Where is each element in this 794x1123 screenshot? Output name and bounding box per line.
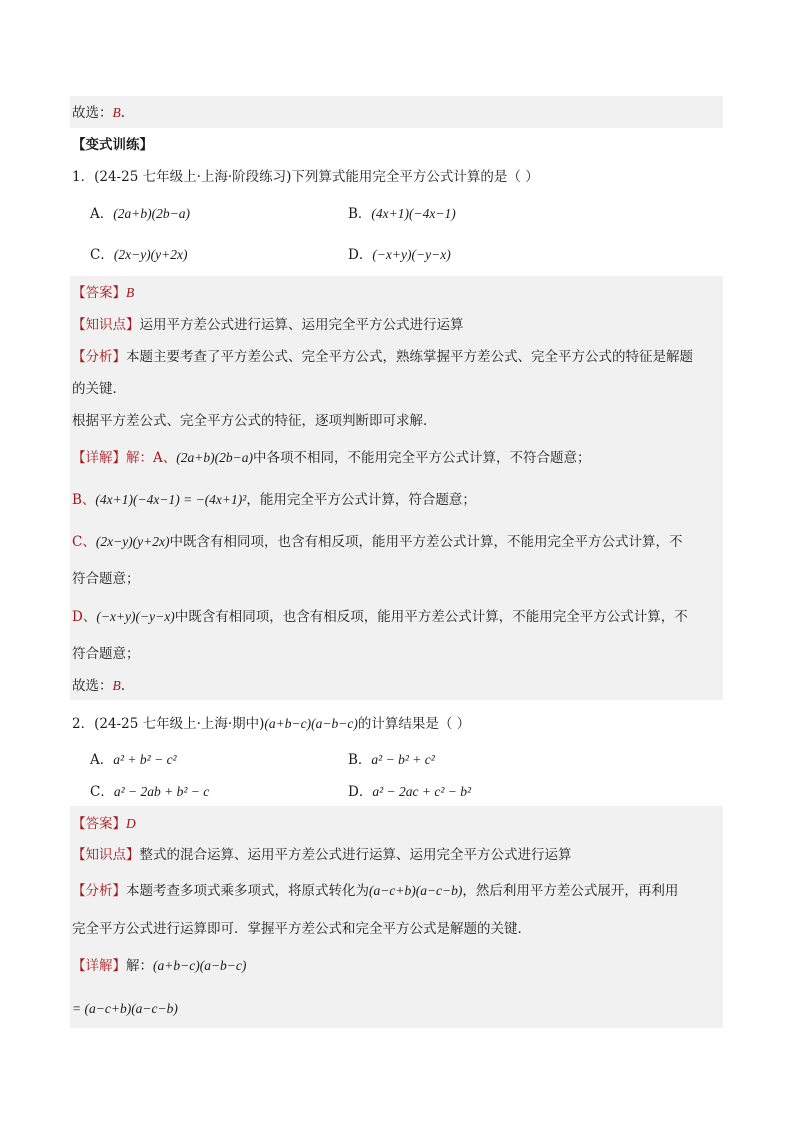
q2-analysis: 【分析】本题考查多项式乘多项式，将原式转化为(a−c+b)(a−c−b)，然后利用平方差公式展开，再利用 — [72, 883, 679, 899]
q1-detail-a: 【详解】解：A、(2a+b)(2b−a)中各项不相同，不能用完全平方公式计算，不符合题意； — [72, 450, 591, 466]
q1-stem: 1．(24-25 七年级上·上海·阶段练习)下列算式能用完全平方公式计算的是（ ） — [72, 169, 539, 185]
q2-step-1: = (a−c+b)(a−c−b) — [72, 1001, 178, 1016]
q1-answer: 【答案】B — [72, 285, 135, 301]
q1-detail-b: B、(4x+1)(−4x−1) = −(4x+1)²，能用完全平方公式计算，符合题意； — [72, 492, 476, 508]
q1-option-a: A．(2a+b)(2b−a) — [90, 206, 190, 222]
q1-analysis: 【分析】本题主要考查了平方差公式、完全平方公式，熟练掌握平方差公式、完全平方公式的特征是解题 — [72, 349, 693, 365]
q2-option-d: D．a² − 2ac + c² − b² — [348, 784, 472, 800]
q2-analysis-cont: 完全平方公式进行运算即可．掌握平方差公式和完全平方公式是解题的关键． — [72, 921, 531, 937]
q2-option-a: A．a² + b² − c² — [90, 752, 177, 768]
q2-detail: 【详解】解：(a+b−c)(a−b−c) — [72, 958, 247, 974]
prev-conclusion: 故选：B. — [72, 105, 126, 121]
q2-option-c: C．a² − 2ab + b² − c — [90, 784, 210, 800]
q1-detail-d: D、(−x+y)(−y−x)中既含有相同项，也含有相反项，能用平方差公式计算，不能用完全平方公式计算，不 — [72, 609, 688, 625]
q1-option-b: B．(4x+1)(−4x−1) — [348, 206, 456, 222]
q1-knowledge: 【知识点】运用平方差公式进行运算、运用完全平方公式进行运算 — [72, 317, 464, 333]
q1-analysis-method: 根据平方差公式、完全平方公式的特征，逐项判断即可求解． — [72, 413, 437, 429]
q2-knowledge: 【知识点】整式的混合运算、运用平方差公式进行运算、运用完全平方公式进行运算 — [72, 847, 572, 863]
section-title: 【变式训练】 — [72, 137, 153, 153]
q1-conclusion: 故选：B. — [72, 678, 126, 694]
q1-detail-d-cont: 符合题意； — [72, 646, 140, 662]
q2-stem: 2．(24-25 七年级上·上海·期中)(a+b−c)(a−b−c)的计算结果是（ ） — [72, 716, 471, 732]
q1-option-c: C．(2x−y)(y+2x) — [90, 247, 188, 263]
q1-detail-c: C、(2x−y)(y+2x)中既含有相同项，也含有相反项，能用平方差公式计算，不能用完全平方公式计算，不 — [72, 534, 683, 550]
q1-option-d: D．(−x+y)(−y−x) — [348, 247, 451, 263]
q2-option-b: B．a² − b² + c² — [348, 752, 435, 768]
q2-answer: 【答案】D — [72, 816, 136, 832]
q1-detail-c-cont: 符合题意； — [72, 571, 140, 587]
q1-analysis-cont: 的关键． — [72, 381, 126, 397]
